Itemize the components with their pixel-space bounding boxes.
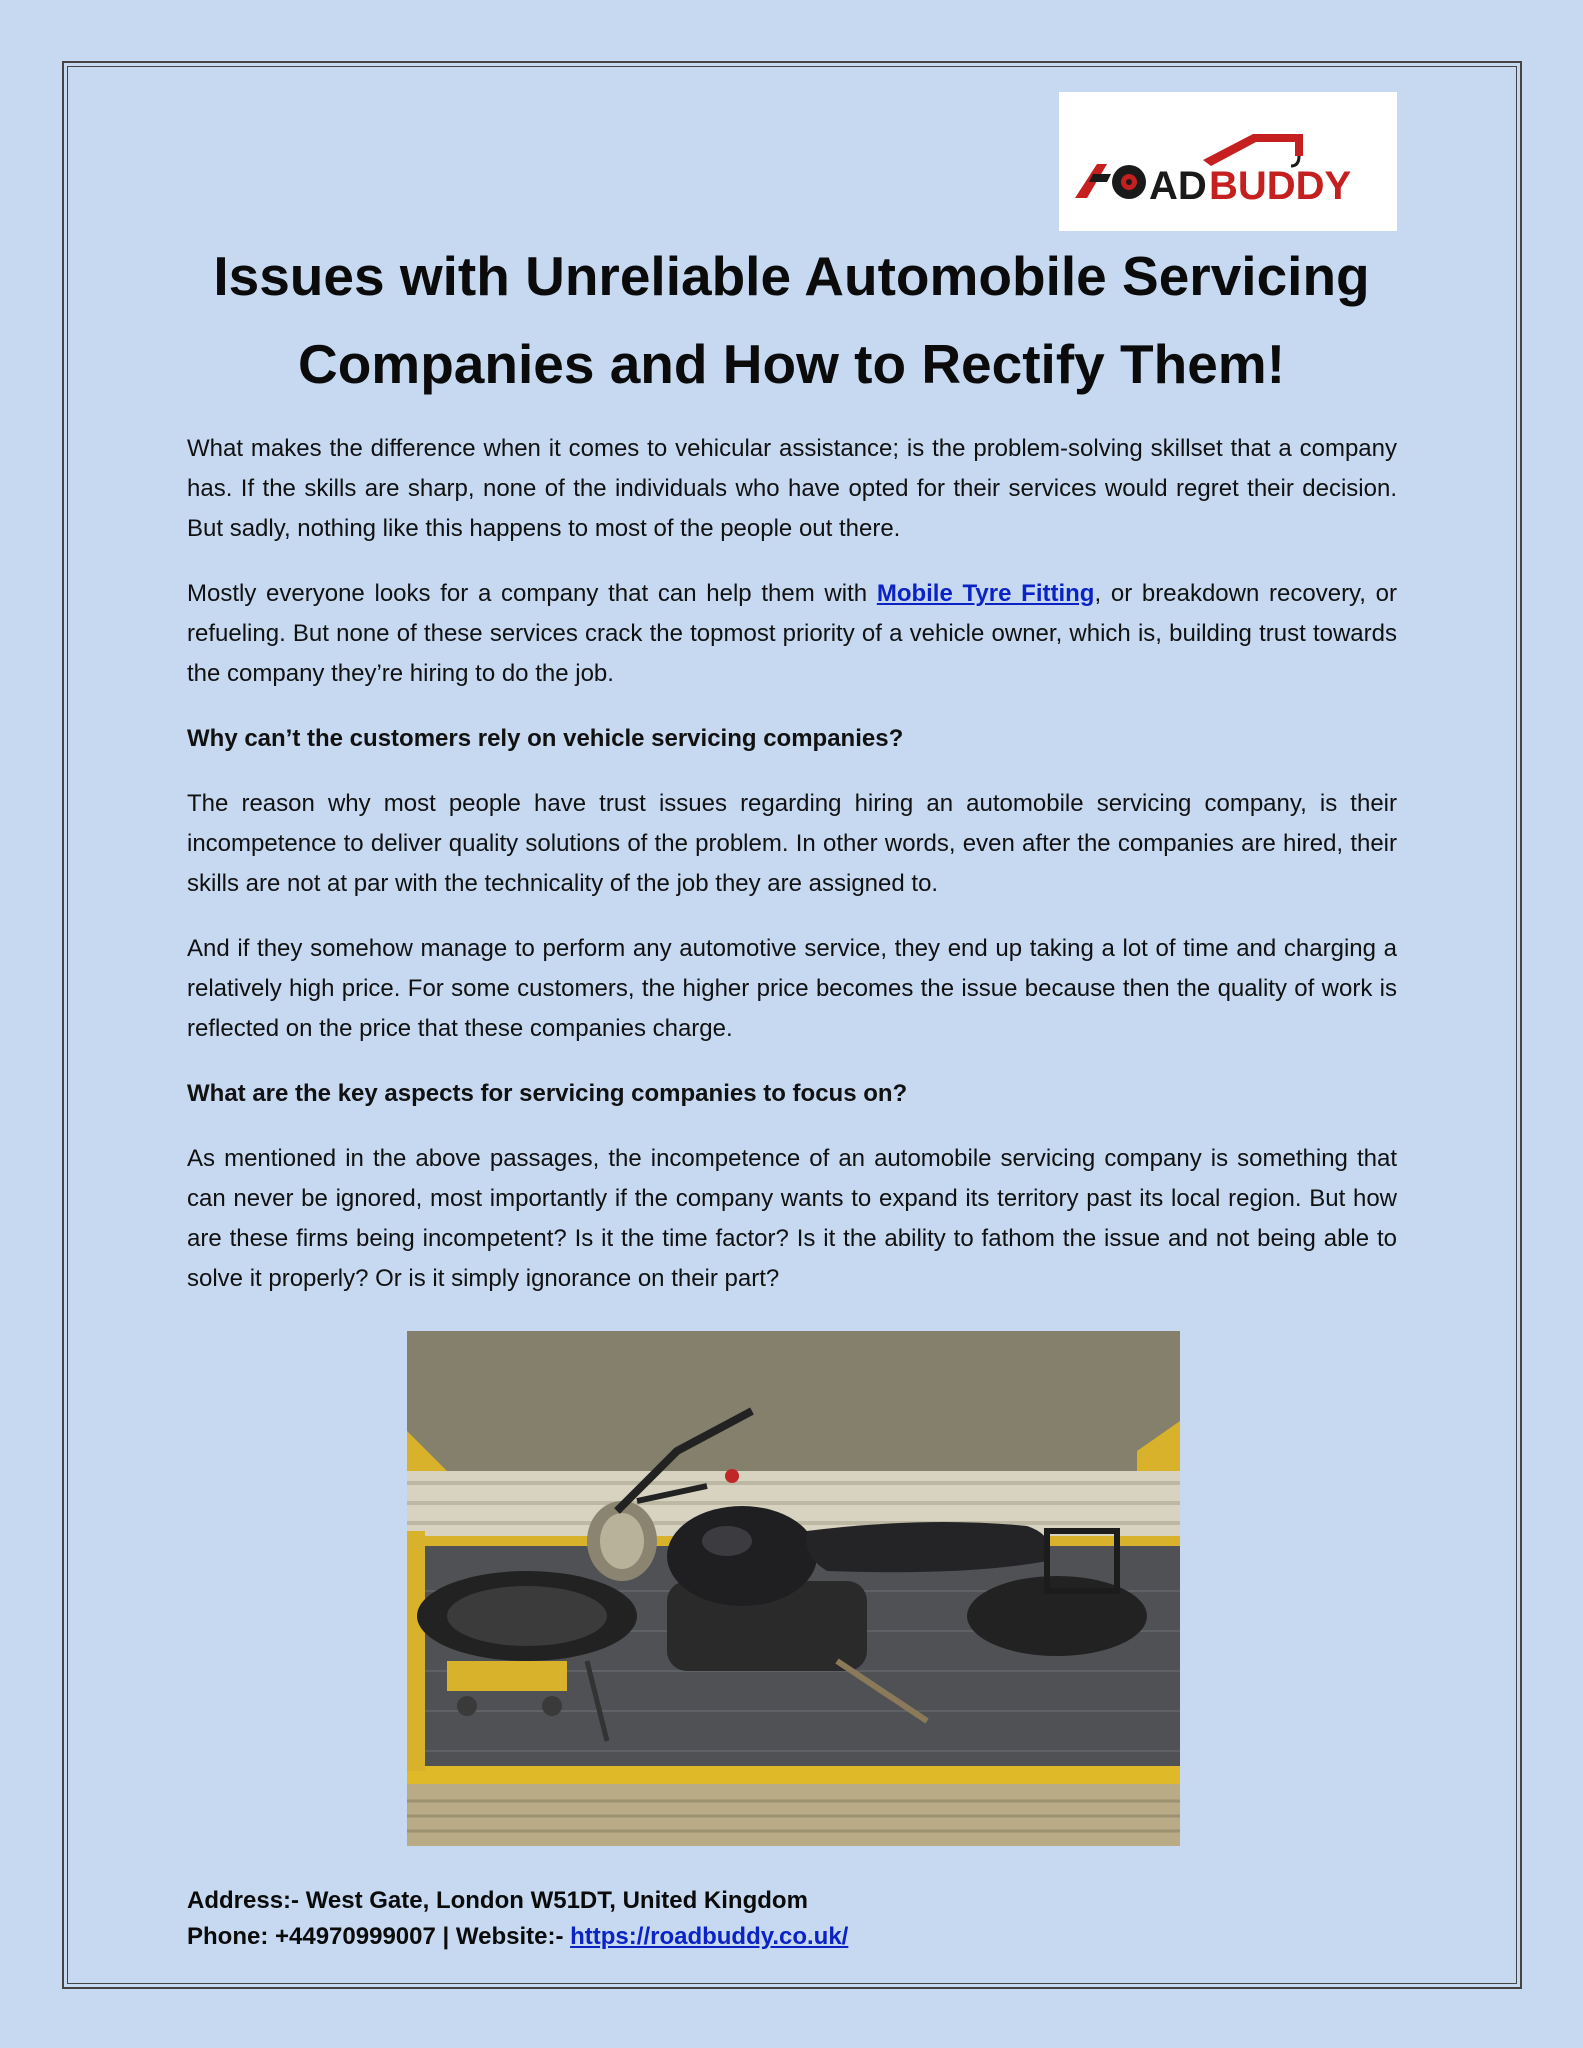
paragraph-intro: What makes the difference when it comes to vehicular assistance; is the problem-solving skillset that a company has. If the skills are sharp, none of the individuals who have opted for their services would regret their decision. But sadly, nothing like this happens to most of the people out there. bbox=[187, 435, 1397, 542]
footer-phone: Phone: +44970999007 | Website:- bbox=[187, 1923, 571, 1950]
roadbuddy-logo bbox=[1059, 92, 1397, 231]
paragraph-services bbox=[187, 574, 1397, 694]
logo-graphic bbox=[1063, 112, 1393, 212]
article-body bbox=[187, 429, 1397, 1324]
paragraph-services-start: Mostly everyone looks for a company that can help them with bbox=[187, 580, 877, 607]
website-link[interactable]: https://roadbuddy.co.uk/ bbox=[570, 1923, 849, 1950]
paragraph-trust-issues: The reason why most people have trust issues regarding hiring an automobile servicing company, is their incompetence to deliver quality solutions of the problem. In other words, even after the companies are hired, their skills are not at par with the technicality of the job they are assigned to. bbox=[187, 790, 1397, 897]
contact-footer bbox=[187, 1883, 1187, 1955]
paragraph-pricing: And if they somehow manage to perform any automotive service, they end up taking a lot of time and charging a relatively high price. For some customers, the higher price becomes the issue because then the quality of work is reflected on the price that these companies charge. bbox=[187, 935, 1397, 1042]
footer-contact-line bbox=[187, 1919, 1187, 1955]
footer-address: Address:- West Gate, London W51DT, United Kingdom bbox=[187, 1887, 808, 1914]
motorcycle-on-recovery-truck-photo bbox=[407, 1331, 1180, 1846]
svg-text:BUDDY: BUDDY bbox=[1209, 163, 1352, 208]
svg-text:AD: AD bbox=[1149, 163, 1207, 208]
article-title: Issues with Unreliable Automobile Servicing Companies and How to Rectify Them! bbox=[213, 245, 1370, 395]
paragraph-services-end: , or breakdown recovery, or refueling. But none of these services crack the topmost priority of a vehicle owner, which is, building trust towards the company they’re hiring to do the job. bbox=[187, 580, 1397, 687]
mobile-tyre-fitting-link[interactable]: Mobile Tyre Fitting bbox=[876, 580, 1095, 607]
paragraph-incompetence: As mentioned in the above passages, the incompetence of an automobile servicing company is something that can never be ignored, most importantly if the company wants to expand its territory past its local region. But how are these firms being incompetent? Is it the time factor? Is it the ability to fathom the issue and not being able to solve it properly? Or is it simply ignorance on their part? bbox=[187, 1145, 1397, 1292]
section-heading-reliability: Why can’t the customers rely on vehicle servicing companies? bbox=[187, 725, 904, 752]
section-heading-key-aspects: What are the key aspects for servicing companies to focus on? bbox=[187, 1080, 908, 1107]
